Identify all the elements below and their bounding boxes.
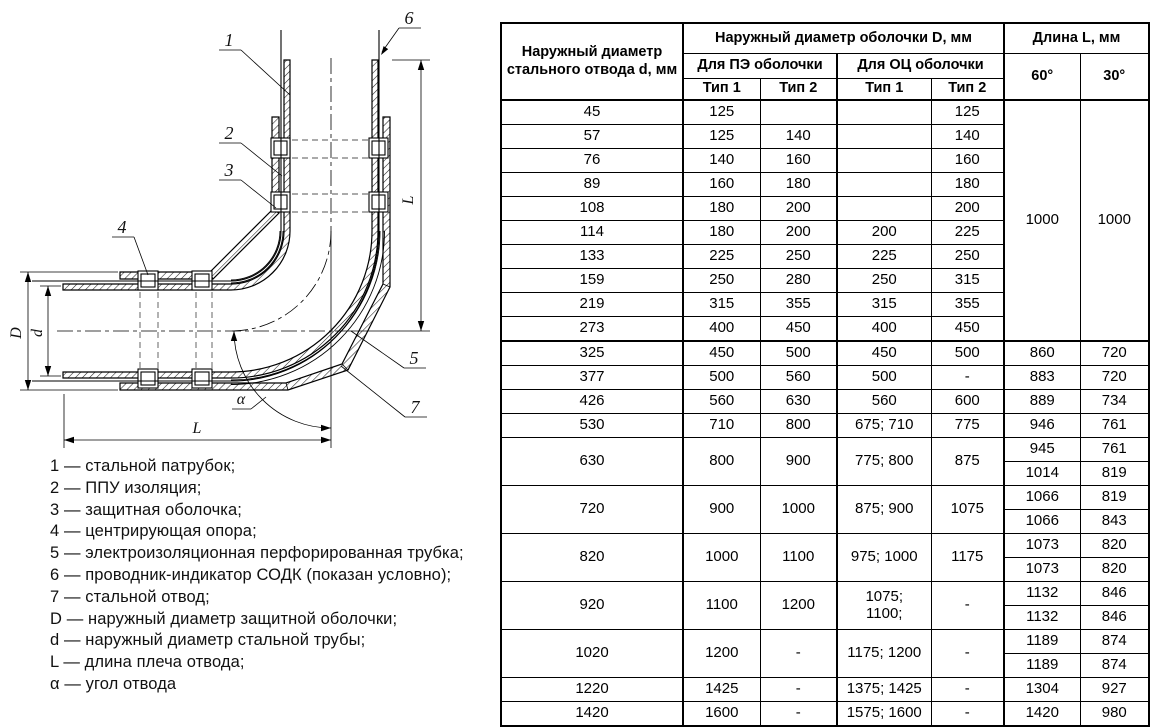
callout-4: 4 (117, 217, 127, 237)
table-cell: 180 (760, 173, 837, 197)
table-cell: 946 (1004, 414, 1080, 438)
table-cell: 160 (760, 149, 837, 173)
table-row (501, 100, 1149, 125)
pipe-elbow-drawing (0, 0, 500, 455)
table-row (501, 486, 1149, 510)
table-cell: 883 (1004, 366, 1080, 390)
table-cell: 1220 (501, 678, 683, 702)
table-cell: 775; 800 (837, 438, 931, 486)
table-cell: 400 (683, 317, 760, 342)
header-pe: Для ПЭ оболочки (683, 53, 837, 78)
table-cell: 160 (683, 173, 760, 197)
table-cell: 250 (931, 245, 1004, 269)
table-cell: - (931, 582, 1004, 630)
table-cell: 761 (1080, 438, 1149, 462)
dim-label-L-bottom: L (192, 420, 202, 437)
table-cell: - (931, 630, 1004, 678)
table-cell: 200 (760, 197, 837, 221)
table-cell (837, 197, 931, 221)
table-row (501, 702, 1149, 727)
table-cell: - (931, 702, 1004, 727)
legend-item: 1 — стальной патрубок; (50, 457, 236, 475)
callout-5: 5 (409, 348, 419, 368)
legend-item: 5 — электроизоляционная перфорированная трубка; (50, 544, 464, 563)
table-cell: 1132 (1004, 606, 1080, 630)
table-cell: 900 (760, 438, 837, 486)
table-row (501, 366, 1149, 390)
table-cell: 114 (501, 221, 683, 245)
table-cell: 1304 (1004, 678, 1080, 702)
table-cell: 500 (683, 366, 760, 390)
table-header (501, 23, 1149, 100)
table-cell: 250 (683, 269, 760, 293)
table-cell: 250 (837, 269, 931, 293)
table-body (501, 100, 1149, 726)
table-cell: 761 (1080, 414, 1149, 438)
table-cell: 874 (1080, 630, 1149, 654)
table-cell: 1100 (760, 534, 837, 582)
table-cell (760, 100, 837, 125)
table-cell: 1375; 1425 (837, 678, 931, 702)
table-cell: 180 (931, 173, 1004, 197)
table-cell: - (760, 630, 837, 678)
table-cell: 400 (837, 317, 931, 342)
table-cell: 720 (1080, 366, 1149, 390)
table-cell: 225 (837, 245, 931, 269)
table-cell: 874 (1080, 654, 1149, 678)
table-cell: 140 (760, 125, 837, 149)
table-cell: 159 (501, 269, 683, 293)
table-cell: 820 (501, 534, 683, 582)
dimension-table-wrap (500, 22, 1150, 727)
header-oc: Для ОЦ оболочки (837, 53, 1004, 78)
table-cell: 820 (1080, 534, 1149, 558)
legend-item: 6 — проводник-индикатор СОДК (показан условно); (50, 565, 452, 584)
table-cell: 710 (683, 414, 760, 438)
callout-1: 1 (224, 30, 234, 50)
table-cell: 160 (931, 149, 1004, 173)
table-cell: 720 (1080, 341, 1149, 366)
legend-item: d — наружный диаметр стальной трубы; (50, 631, 366, 650)
table-cell: 560 (683, 390, 760, 414)
table-cell: 315 (837, 293, 931, 317)
table-cell: 630 (501, 438, 683, 486)
table-cell: 560 (837, 390, 931, 414)
table-cell: 45 (501, 100, 683, 125)
table-cell: 846 (1080, 606, 1149, 630)
table-cell: 530 (501, 414, 683, 438)
header-oc-type2: Тип 2 (931, 78, 1004, 100)
table-cell: 1075 (931, 486, 1004, 534)
table-cell: 980 (1080, 702, 1149, 727)
table-cell: 1000 (760, 486, 837, 534)
table-cell: 108 (501, 197, 683, 221)
table-cell: 1000 (683, 534, 760, 582)
table-cell: 1075; 1100; (837, 582, 931, 630)
table-cell: 57 (501, 125, 683, 149)
table-cell: 846 (1080, 582, 1149, 606)
table-cell: 560 (760, 366, 837, 390)
table-cell: 875 (931, 438, 1004, 486)
table-cell: 1425 (683, 678, 760, 702)
table-cell: 889 (1004, 390, 1080, 414)
table-row (501, 630, 1149, 654)
table-cell: 140 (931, 125, 1004, 149)
table-cell (837, 125, 931, 149)
dim-label-D: D (8, 327, 25, 339)
legend (50, 456, 464, 696)
table-cell: 900 (683, 486, 760, 534)
header-group-L: Длина L, мм (1004, 23, 1149, 53)
table-cell: 1175 (931, 534, 1004, 582)
table-cell: 125 (683, 125, 760, 149)
table-row (501, 582, 1149, 606)
table-cell: 355 (931, 293, 1004, 317)
legend-item: 2 — ППУ изоляция; (50, 478, 202, 497)
table-cell: 426 (501, 390, 683, 414)
table-row (501, 534, 1149, 558)
table-cell: 1100 (683, 582, 760, 630)
table-cell: 315 (931, 269, 1004, 293)
table-cell: 975; 1000 (837, 534, 931, 582)
callout-7: 7 (410, 397, 420, 417)
header-pe-type2: Тип 2 (760, 78, 837, 100)
table-cell: 1575; 1600 (837, 702, 931, 727)
table-cell: - (760, 702, 837, 727)
table-cell: 1066 (1004, 510, 1080, 534)
table-cell: 600 (931, 390, 1004, 414)
table-row (501, 678, 1149, 702)
header-oc-type1: Тип 1 (837, 78, 931, 100)
table-cell: 1189 (1004, 630, 1080, 654)
table-cell: 800 (683, 438, 760, 486)
table-cell: 1073 (1004, 558, 1080, 582)
table-cell: 133 (501, 245, 683, 269)
callout-3: 3 (224, 160, 234, 180)
table-cell: 820 (1080, 558, 1149, 582)
table-cell: 920 (501, 582, 683, 630)
table-cell: 500 (837, 366, 931, 390)
table-cell: 450 (760, 317, 837, 342)
table-cell: 125 (683, 100, 760, 125)
table-cell: 675; 710 (837, 414, 931, 438)
table-cell: 200 (837, 221, 931, 245)
table-cell: 89 (501, 173, 683, 197)
callout-6: 6 (404, 8, 414, 28)
table-cell: 875; 900 (837, 486, 931, 534)
table-cell: 1000 (1004, 100, 1080, 341)
legend-item: D — наружный диаметр защитной оболочки; (50, 609, 398, 628)
table-cell: 1132 (1004, 582, 1080, 606)
table-cell: 125 (931, 100, 1004, 125)
header-group-D: Наружный диаметр оболочки D, мм (683, 23, 1004, 53)
table-cell: 819 (1080, 486, 1149, 510)
table-cell: 225 (683, 245, 760, 269)
table-cell (837, 100, 931, 125)
table-cell: 450 (931, 317, 1004, 342)
table-cell: 734 (1080, 390, 1149, 414)
table-cell: 843 (1080, 510, 1149, 534)
table-cell: 250 (760, 245, 837, 269)
table-cell: - (931, 366, 1004, 390)
table-cell: 450 (683, 341, 760, 366)
legend-item: α — угол отвода (50, 674, 177, 693)
table-cell: 200 (760, 221, 837, 245)
table-row (501, 390, 1149, 414)
header-30deg: 30° (1080, 53, 1149, 100)
table-cell: 219 (501, 293, 683, 317)
table-cell: 1200 (683, 630, 760, 678)
table-cell: 1020 (501, 630, 683, 678)
table-cell: 1200 (760, 582, 837, 630)
table-cell: 775 (931, 414, 1004, 438)
table-cell: 325 (501, 341, 683, 366)
table-cell: 500 (931, 341, 1004, 366)
table-cell: 1073 (1004, 534, 1080, 558)
table-cell: 140 (683, 149, 760, 173)
table-cell: 1175; 1200 (837, 630, 931, 678)
table-cell (837, 173, 931, 197)
table-cell: 225 (931, 221, 1004, 245)
table-cell: 1014 (1004, 462, 1080, 486)
table-cell: 180 (683, 221, 760, 245)
dimension-table (500, 22, 1150, 727)
table-cell: 180 (683, 197, 760, 221)
table-cell: 76 (501, 149, 683, 173)
legend-item: 7 — стальной отвод; (50, 587, 210, 606)
table-cell: 450 (837, 341, 931, 366)
callout-2: 2 (224, 123, 234, 143)
dim-label-alpha: α (236, 391, 246, 408)
table-cell: 500 (760, 341, 837, 366)
table-cell: 1420 (1004, 702, 1080, 727)
header-pe-type1: Тип 1 (683, 78, 760, 100)
table-cell: 800 (760, 414, 837, 438)
table-cell: 355 (760, 293, 837, 317)
table-row (501, 341, 1149, 366)
table-cell: - (931, 678, 1004, 702)
table-cell: 927 (1080, 678, 1149, 702)
table-cell: 945 (1004, 438, 1080, 462)
dim-label-d: d (29, 329, 46, 337)
table-cell: 1420 (501, 702, 683, 727)
table-row (501, 414, 1149, 438)
table-cell: 860 (1004, 341, 1080, 366)
legend-item: 4 — центрирующая опора; (50, 522, 257, 541)
table-cell: 1189 (1004, 654, 1080, 678)
table-cell: 273 (501, 317, 683, 342)
dim-label-L-side: L (400, 195, 417, 205)
table-cell: 1066 (1004, 486, 1080, 510)
table-cell: 200 (931, 197, 1004, 221)
table-cell (837, 149, 931, 173)
legend-item: L — длина плеча отвода; (50, 653, 245, 672)
header-col-d: Наружный диаметр стального отвода d, мм (501, 23, 683, 100)
table-cell: 819 (1080, 462, 1149, 486)
legend-item: 3 — защитная оболочка; (50, 500, 242, 519)
header-60deg: 60° (1004, 53, 1080, 100)
table-cell: 630 (760, 390, 837, 414)
table-row (501, 438, 1149, 462)
table-cell: 315 (683, 293, 760, 317)
table-cell: 1000 (1080, 100, 1149, 341)
table-cell: - (760, 678, 837, 702)
table-cell: 280 (760, 269, 837, 293)
table-cell: 720 (501, 486, 683, 534)
table-cell: 1600 (683, 702, 760, 727)
table-cell: 377 (501, 366, 683, 390)
